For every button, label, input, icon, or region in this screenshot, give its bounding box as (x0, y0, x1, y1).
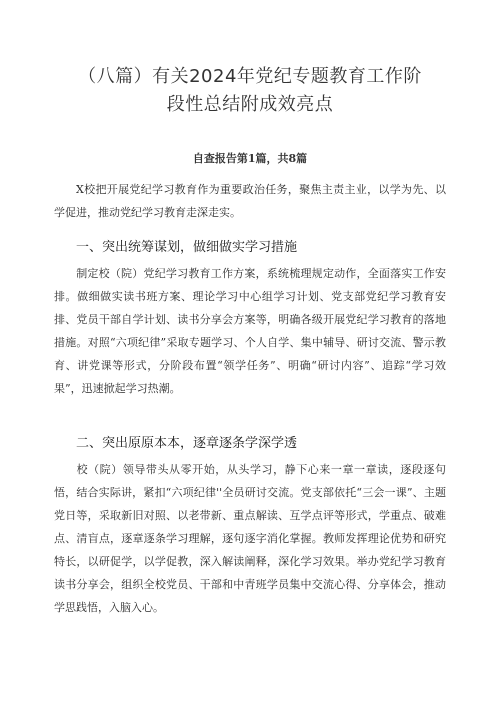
section-2-paragraph (54, 458, 446, 619)
section-1-paragraph (54, 262, 446, 400)
document-title-line-2: 段性总结附成效亮点 (166, 94, 334, 115)
document-subtitle: 自查报告第1篇，共8篇 (192, 152, 308, 165)
section-2-heading: 二、突出原原本本，逐章逐条学深学透 (76, 436, 298, 451)
section-1-text: 制定校（院）党纪学习教育工作方案，系统梳理规定动作，全面落实工作安排。做细做实读书班方案、理论学习中心组学习计划、党支部党纪学习教育安排、党员干部自学计划、读书分享会方案等，明确各级开展党纪学习教育的落地措施。对照“六项纪律”采取专题学习、个人自学、集中辅导、研讨交流、警示教育、讲党课等形式，分阶段布置“领学任务”、明确“研讨内容”、追踪“学习效果”，迅速掀起学习热潮。 (54, 267, 446, 395)
section-1-heading: 一、突出统筹谋划，做细做实学习措施 (76, 240, 298, 255)
document-title-line-1: （八篇）有关2024年党纪专题教育工作阶 (78, 66, 422, 87)
intro-text: X校把开展党纪学习教育作为重要政治任务，聚焦主责主业，以学为先、以学促进，推动党纪学习教育走深走实。 (54, 183, 446, 219)
section-2-text: 校（院）领导带头从零开始，从头学习，静下心来一章一章读，逐段逐句悟，结合实际讲，紧扣“六项纪律''全员研讨交流。党支部依托“三会一课”、主题党日等，采取新旧对照、以老带新、重点解读、互学点评等形式，学重点、破难点、清盲点，逐章逐条学习理解，逐句逐字消化掌握。教师发挥理论优势和研究特长，以研促学，以学促教，深入解读阐释，深化学习效果。举办党纪学习教育读书分享会，组织全校党员、干部和中青班学员集中交流心得、分享体会，推动学思践悟，入脑入心。 (54, 463, 446, 614)
intro-paragraph (54, 178, 446, 224)
